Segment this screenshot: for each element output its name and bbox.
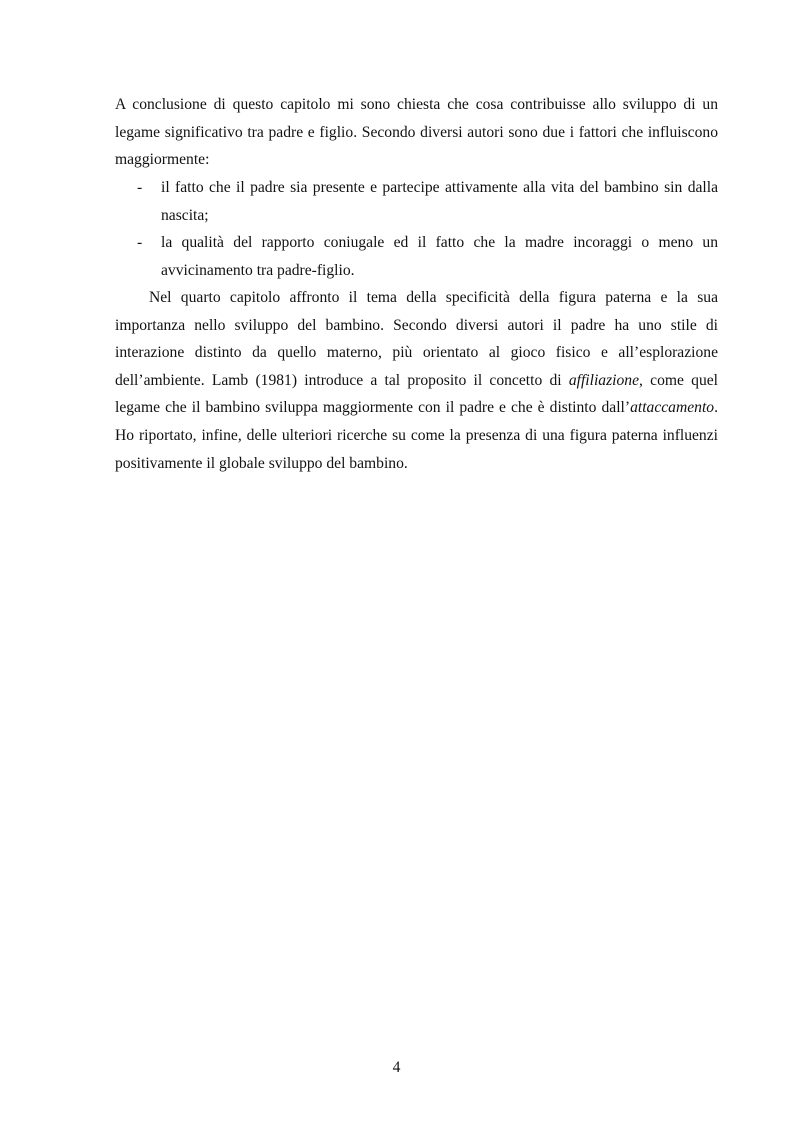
term-affiliazione: affiliazione [568,371,640,389]
paragraph-text: Nel quarto capitolo affronto il tema della specificità della figura paterna e la sua importanza nello sviluppo del bambino. Secondo diversi autori il padre ha uno stile di interazione distinto da quello materno, più orientato al gioco fisico e all’esplorazione dell’ambiente. Lamb (1981) introduce a tal proposito il concetto di [115,289,718,389]
page-number: 4 [392,1059,401,1076]
paragraph-text: , come quel legame che il bambino sviluppa maggiormente con il padre e che è distinto dall’ [115,371,718,417]
bullet-text: la qualità del rapporto coniugale ed il fatto che la madre incoraggi o meno un avvicinamento tra padre-figlio. [161,234,718,279]
bullet-marker: - [137,179,143,196]
list-item [115,229,718,284]
bullet-marker: - [137,234,143,251]
bullet-text: il fatto che il padre sia presente e partecipe attivamente alla vita del bambino sin dalla nascita; [161,179,718,224]
term-attaccamento: attaccamento [630,399,715,417]
list-item [115,174,718,229]
paragraph-intro: A conclusione di questo capitolo mi sono chiesta che cosa contribuisse allo sviluppo di un legame significativo tra padre e figlio. Secondo diversi autori sono due i fattori che influiscono maggiormente: [115,96,718,169]
paragraph-chapter-four [115,284,718,477]
paragraph-text: . Ho riportato, infine, delle ulteriori ricerche su come la presenza di una figura paterna influenzi positivamente il globale sviluppo del bambino. [115,399,718,472]
